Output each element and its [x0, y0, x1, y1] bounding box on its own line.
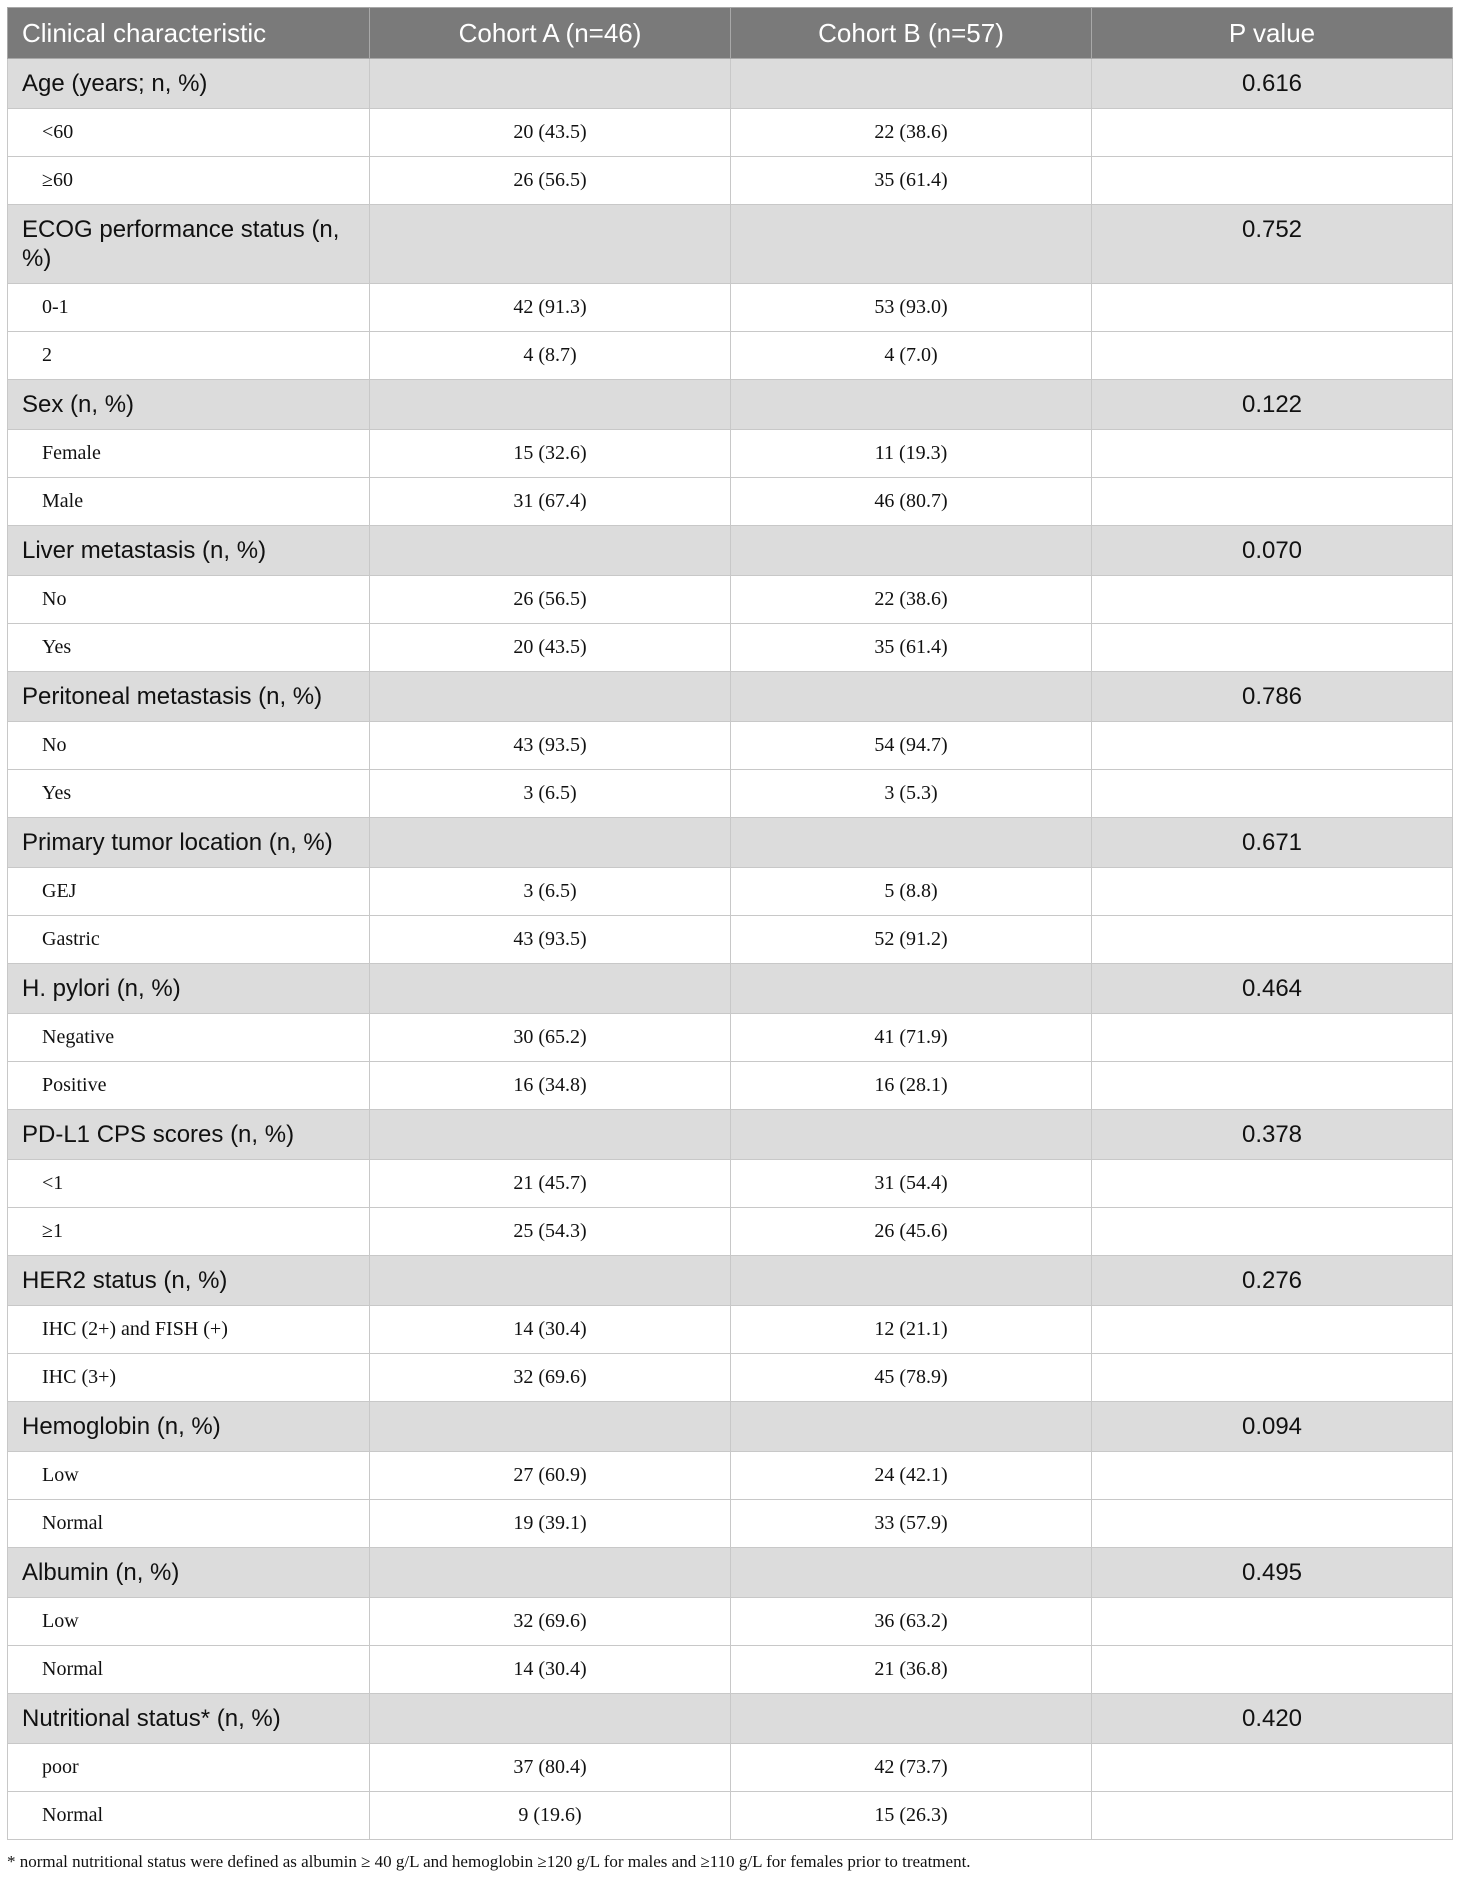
cohort-b-value: 21 (36.8) [731, 1646, 1092, 1694]
empty-cell [731, 1110, 1092, 1160]
cohort-b-value: 3 (5.3) [731, 770, 1092, 818]
empty-cell [1092, 1500, 1453, 1548]
table-row [8, 576, 1453, 624]
cohort-b-value: 53 (93.0) [731, 284, 1092, 332]
table-row [8, 1208, 1453, 1256]
cohort-a-value: 32 (69.6) [370, 1598, 731, 1646]
category-label: HER2 status (n, %) [8, 1256, 370, 1306]
subcategory-label: Yes [8, 770, 370, 818]
cohort-a-value: 14 (30.4) [370, 1306, 731, 1354]
empty-cell [1092, 157, 1453, 205]
cohort-a-value: 14 (30.4) [370, 1646, 731, 1694]
header-cohort-b: Cohort B (n=57) [731, 8, 1092, 59]
table-row [8, 284, 1453, 332]
empty-cell [370, 1694, 731, 1744]
empty-cell [370, 1110, 731, 1160]
cohort-a-value: 3 (6.5) [370, 868, 731, 916]
subcategory-label: ≥1 [8, 1208, 370, 1256]
empty-cell [370, 672, 731, 722]
category-row [8, 672, 1453, 722]
cohort-a-value: 43 (93.5) [370, 916, 731, 964]
cohort-a-value: 32 (69.6) [370, 1354, 731, 1402]
subcategory-label: 0-1 [8, 284, 370, 332]
category-label: PD-L1 CPS scores (n, %) [8, 1110, 370, 1160]
empty-cell [370, 1548, 731, 1598]
cohort-b-value: 54 (94.7) [731, 722, 1092, 770]
empty-cell [1092, 478, 1453, 526]
cohort-a-value: 3 (6.5) [370, 770, 731, 818]
table-body [8, 59, 1453, 1840]
category-row [8, 1402, 1453, 1452]
empty-cell [731, 1256, 1092, 1306]
table-row [8, 1646, 1453, 1694]
subcategory-label: IHC (2+) and FISH (+) [8, 1306, 370, 1354]
empty-cell [1092, 430, 1453, 478]
table-row [8, 770, 1453, 818]
p-value: 0.616 [1092, 59, 1453, 109]
subcategory-label: Gastric [8, 916, 370, 964]
empty-cell [1092, 1452, 1453, 1500]
subcategory-label: Positive [8, 1062, 370, 1110]
cohort-a-value: 4 (8.7) [370, 332, 731, 380]
p-value: 0.122 [1092, 380, 1453, 430]
empty-cell [1092, 868, 1453, 916]
category-row [8, 1256, 1453, 1306]
cohort-b-value: 15 (26.3) [731, 1792, 1092, 1840]
table-row [8, 1354, 1453, 1402]
p-value: 0.094 [1092, 1402, 1453, 1452]
subcategory-label: Normal [8, 1792, 370, 1840]
table-row [8, 1014, 1453, 1062]
cohort-b-value: 22 (38.6) [731, 109, 1092, 157]
p-value: 0.276 [1092, 1256, 1453, 1306]
category-row [8, 964, 1453, 1014]
cohort-a-value: 42 (91.3) [370, 284, 731, 332]
category-row [8, 1694, 1453, 1744]
cohort-a-value: 19 (39.1) [370, 1500, 731, 1548]
cohort-a-value: 16 (34.8) [370, 1062, 731, 1110]
subcategory-label: Low [8, 1598, 370, 1646]
header-cohort-a: Cohort A (n=46) [370, 8, 731, 59]
cohort-b-value: 22 (38.6) [731, 576, 1092, 624]
empty-cell [1092, 109, 1453, 157]
empty-cell [731, 1694, 1092, 1744]
empty-cell [1092, 1062, 1453, 1110]
subcategory-label: Yes [8, 624, 370, 672]
cohort-b-value: 11 (19.3) [731, 430, 1092, 478]
p-value: 0.420 [1092, 1694, 1453, 1744]
subcategory-label: Male [8, 478, 370, 526]
subcategory-label: Low [8, 1452, 370, 1500]
category-label: Albumin (n, %) [8, 1548, 370, 1598]
cohort-b-value: 31 (54.4) [731, 1160, 1092, 1208]
category-row [8, 380, 1453, 430]
cohort-a-value: 43 (93.5) [370, 722, 731, 770]
table-row [8, 1062, 1453, 1110]
table-row [8, 1744, 1453, 1792]
cohort-a-value: 27 (60.9) [370, 1452, 731, 1500]
category-label: ECOG performance status (n, %) [8, 205, 370, 284]
empty-cell [370, 205, 731, 284]
table-row [8, 1598, 1453, 1646]
empty-cell [731, 1402, 1092, 1452]
table-row [8, 1306, 1453, 1354]
category-row [8, 59, 1453, 109]
empty-cell [1092, 1354, 1453, 1402]
category-label: Liver metastasis (n, %) [8, 526, 370, 576]
cohort-b-value: 41 (71.9) [731, 1014, 1092, 1062]
empty-cell [1092, 722, 1453, 770]
table-row [8, 1452, 1453, 1500]
subcategory-label: GEJ [8, 868, 370, 916]
empty-cell [731, 380, 1092, 430]
empty-cell [1092, 624, 1453, 672]
cohort-b-value: 16 (28.1) [731, 1062, 1092, 1110]
subcategory-label: Negative [8, 1014, 370, 1062]
cohort-a-value: 37 (80.4) [370, 1744, 731, 1792]
category-label: Primary tumor location (n, %) [8, 818, 370, 868]
empty-cell [1092, 1306, 1453, 1354]
empty-cell [1092, 1208, 1453, 1256]
header-clinical-characteristic: Clinical characteristic [8, 8, 370, 59]
subcategory-label: ≥60 [8, 157, 370, 205]
cohort-b-value: 46 (80.7) [731, 478, 1092, 526]
p-value: 0.070 [1092, 526, 1453, 576]
p-value: 0.752 [1092, 205, 1453, 284]
cohort-b-value: 35 (61.4) [731, 624, 1092, 672]
category-row [8, 818, 1453, 868]
category-label: Peritoneal metastasis (n, %) [8, 672, 370, 722]
table-row [8, 868, 1453, 916]
empty-cell [370, 59, 731, 109]
empty-cell [1092, 1160, 1453, 1208]
empty-cell [1092, 1646, 1453, 1694]
cohort-a-value: 20 (43.5) [370, 109, 731, 157]
cohort-a-value: 20 (43.5) [370, 624, 731, 672]
category-label: Age (years; n, %) [8, 59, 370, 109]
cohort-b-value: 12 (21.1) [731, 1306, 1092, 1354]
clinical-characteristics-table [7, 7, 1453, 1840]
p-value: 0.464 [1092, 964, 1453, 1014]
table-row [8, 916, 1453, 964]
cohort-a-value: 9 (19.6) [370, 1792, 731, 1840]
p-value: 0.786 [1092, 672, 1453, 722]
empty-cell [731, 964, 1092, 1014]
empty-cell [731, 59, 1092, 109]
category-row [8, 1110, 1453, 1160]
empty-cell [1092, 576, 1453, 624]
table-row [8, 478, 1453, 526]
category-label: Hemoglobin (n, %) [8, 1402, 370, 1452]
empty-cell [731, 526, 1092, 576]
subcategory-label: No [8, 576, 370, 624]
empty-cell [370, 526, 731, 576]
empty-cell [1092, 770, 1453, 818]
empty-cell [731, 672, 1092, 722]
empty-cell [1092, 916, 1453, 964]
subcategory-label: <1 [8, 1160, 370, 1208]
empty-cell [1092, 1014, 1453, 1062]
table-row [8, 722, 1453, 770]
cohort-b-value: 5 (8.8) [731, 868, 1092, 916]
cohort-b-value: 33 (57.9) [731, 1500, 1092, 1548]
empty-cell [731, 1548, 1092, 1598]
cohort-b-value: 45 (78.9) [731, 1354, 1092, 1402]
cohort-a-value: 21 (45.7) [370, 1160, 731, 1208]
table-row [8, 1160, 1453, 1208]
table-row [8, 1792, 1453, 1840]
header-p-value: P value [1092, 8, 1453, 59]
empty-cell [1092, 332, 1453, 380]
table-row [8, 332, 1453, 380]
category-row [8, 526, 1453, 576]
empty-cell [731, 818, 1092, 868]
category-row [8, 1548, 1453, 1598]
cohort-a-value: 25 (54.3) [370, 1208, 731, 1256]
subcategory-label: poor [8, 1744, 370, 1792]
cohort-b-value: 4 (7.0) [731, 332, 1092, 380]
cohort-b-value: 26 (45.6) [731, 1208, 1092, 1256]
subcategory-label: Normal [8, 1500, 370, 1548]
p-value: 0.495 [1092, 1548, 1453, 1598]
table-row [8, 109, 1453, 157]
empty-cell [370, 1402, 731, 1452]
empty-cell [370, 380, 731, 430]
category-label: H. pylori (n, %) [8, 964, 370, 1014]
table-container [7, 7, 1452, 1840]
cohort-b-value: 36 (63.2) [731, 1598, 1092, 1646]
cohort-b-value: 52 (91.2) [731, 916, 1092, 964]
empty-cell [370, 818, 731, 868]
table-row [8, 157, 1453, 205]
cohort-a-value: 30 (65.2) [370, 1014, 731, 1062]
p-value: 0.378 [1092, 1110, 1453, 1160]
empty-cell [370, 1256, 731, 1306]
table-row [8, 1500, 1453, 1548]
category-label: Nutritional status* (n, %) [8, 1694, 370, 1744]
category-row [8, 205, 1453, 284]
subcategory-label: 2 [8, 332, 370, 380]
header-row [8, 8, 1453, 59]
cohort-b-value: 42 (73.7) [731, 1744, 1092, 1792]
subcategory-label: Female [8, 430, 370, 478]
subcategory-label: IHC (3+) [8, 1354, 370, 1402]
cohort-b-value: 24 (42.1) [731, 1452, 1092, 1500]
empty-cell [370, 964, 731, 1014]
empty-cell [1092, 1598, 1453, 1646]
cohort-a-value: 26 (56.5) [370, 576, 731, 624]
empty-cell [731, 205, 1092, 284]
empty-cell [1092, 284, 1453, 332]
subcategory-label: Normal [8, 1646, 370, 1694]
table-row [8, 430, 1453, 478]
cohort-b-value: 35 (61.4) [731, 157, 1092, 205]
subcategory-label: No [8, 722, 370, 770]
table-row [8, 624, 1453, 672]
category-label: Sex (n, %) [8, 380, 370, 430]
footnote: * normal nutritional status were defined as albumin ≥ 40 g/L and hemoglobin ≥120 g/L for males and ≥110 g/L for females prior to treatment. [7, 1852, 971, 1871]
p-value: 0.671 [1092, 818, 1453, 868]
cohort-a-value: 31 (67.4) [370, 478, 731, 526]
empty-cell [1092, 1792, 1453, 1840]
cohort-a-value: 26 (56.5) [370, 157, 731, 205]
empty-cell [1092, 1744, 1453, 1792]
cohort-a-value: 15 (32.6) [370, 430, 731, 478]
subcategory-label: <60 [8, 109, 370, 157]
